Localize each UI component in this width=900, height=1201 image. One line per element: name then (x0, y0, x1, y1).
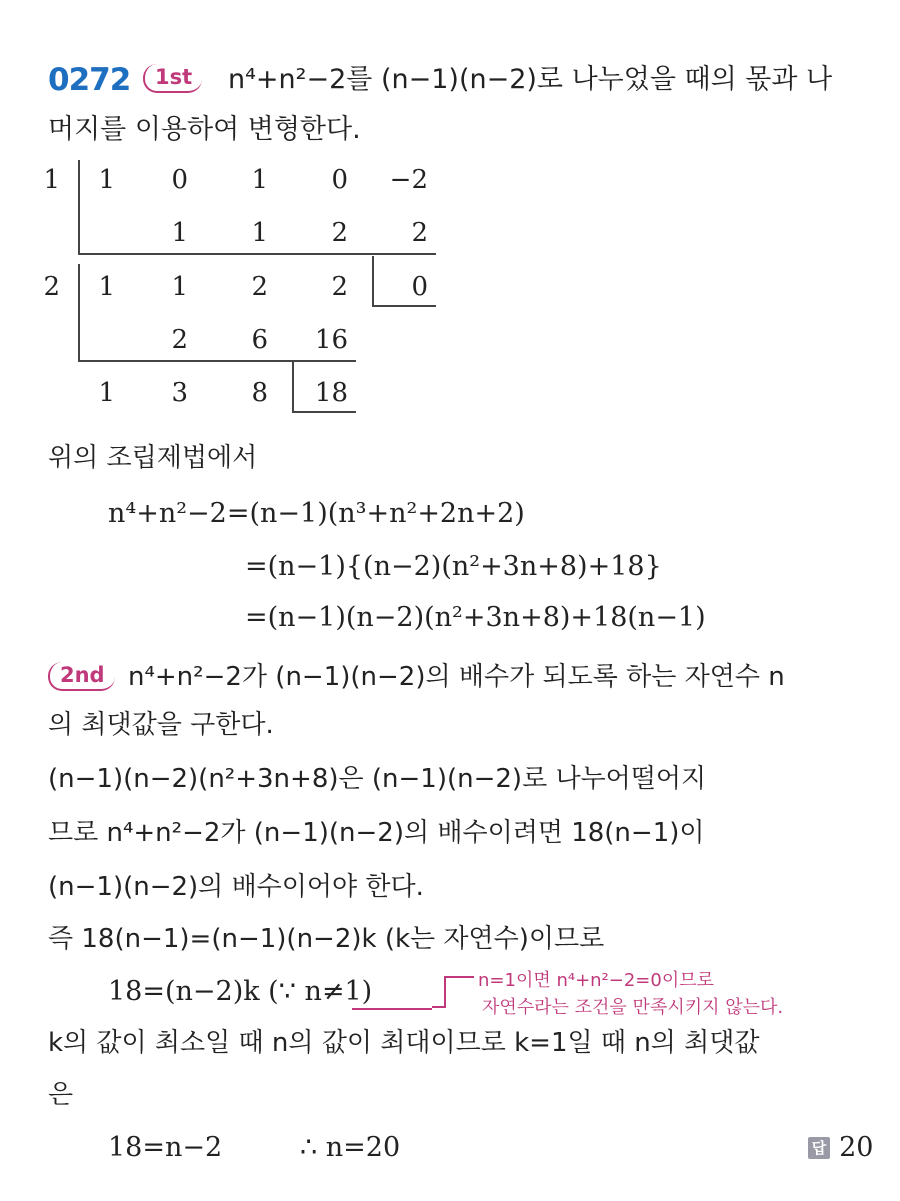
explanation-line4: 즉 18(n−1)=(n−1)(n−2)k (k는 자연수)이므로 (48, 924, 605, 954)
quotient-coef: 1 (171, 272, 188, 302)
product: 6 (251, 325, 268, 355)
divisor-1: 1 (43, 165, 60, 195)
coef: 0 (171, 165, 188, 195)
note-bracket-top (444, 976, 474, 978)
product: 16 (314, 325, 348, 355)
coef: −2 (389, 165, 428, 195)
coef: 0 (331, 165, 348, 195)
final-equation: 18=n−2 (108, 1132, 223, 1163)
quotient-coef: 2 (251, 272, 268, 302)
final-coef: 1 (98, 378, 115, 408)
remainder-2: 18 (314, 378, 348, 408)
side-note-line1: n=1이면 n⁴+n²−2=0이므로 (478, 970, 715, 991)
equation-1: n⁴+n²−2=(n−1)(n³+n²+2n+2) (108, 498, 525, 529)
explanation-line2: 므로 n⁴+n²−2가 (n−1)(n−2)의 배수이려면 18(n−1)이 (48, 818, 705, 848)
coef: 1 (98, 165, 115, 195)
product: 1 (171, 218, 188, 248)
step2-text-line2: 의 최댓값을 구한다. (48, 710, 274, 740)
explanation-line5: k의 값이 최소일 때 n의 값이 최대이므로 k=1일 때 n의 최댓값 (48, 1028, 760, 1058)
step1-badge: 1st (143, 64, 202, 93)
product: 2 (171, 325, 188, 355)
product: 2 (331, 218, 348, 248)
quotient-coef: 1 (98, 272, 115, 302)
sum-line-1 (78, 253, 436, 255)
condition-underline (352, 1008, 432, 1010)
explanation-line3: (n−1)(n−2)의 배수이어야 한다. (48, 872, 424, 902)
divisor-2: 2 (43, 272, 60, 302)
derivation-intro: 위의 조립제법에서 (48, 443, 258, 473)
key-equation: 18=(n−2)k (∵ n≠1) (108, 976, 373, 1007)
explanation-line6: 은 (48, 1080, 74, 1110)
step1-text-line1: n⁴+n²−2를 (n−1)(n−2)로 나누었을 때의 몫과 나 (228, 64, 833, 95)
answer (808, 1132, 873, 1163)
answer-icon: 답 (808, 1137, 830, 1159)
note-bracket-vertical (444, 976, 446, 1008)
remainder-box-1-side (372, 256, 374, 306)
equation-2: =(n−1){(n−2)(n²+3n+8)+18} (245, 551, 662, 582)
conclusion: ∴ n=20 (300, 1132, 401, 1163)
side-note-line2: 자연수라는 조건을 만족시키지 않는다. (482, 997, 784, 1018)
remainder-box-2-bottom (292, 411, 356, 413)
final-coef: 3 (171, 378, 188, 408)
step1-text-line2: 머지를 이용하여 변형한다. (48, 114, 361, 145)
problem-number: 0272 (48, 62, 131, 98)
step2-text-line1: n⁴+n²−2가 (n−1)(n−2)의 배수가 되도록 하는 자연수 n (128, 662, 785, 692)
remainder-box-1-bottom (372, 305, 436, 307)
sum-line-2 (78, 360, 356, 362)
quotient-coef: 2 (331, 272, 348, 302)
note-bracket-bottom (432, 1006, 446, 1008)
remainder-box-2-side (292, 362, 294, 412)
coef: 1 (251, 165, 268, 195)
product: 1 (251, 218, 268, 248)
step2-badge: 2nd (48, 662, 115, 691)
final-coef: 8 (251, 378, 268, 408)
equation-3: =(n−1)(n−2)(n²+3n+8)+18(n−1) (245, 602, 706, 633)
explanation-line1: (n−1)(n−2)(n²+3n+8)은 (n−1)(n−2)로 나누어떨어지 (48, 764, 707, 794)
remainder-1: 0 (411, 272, 428, 302)
answer-value: 20 (839, 1132, 874, 1163)
product: 2 (411, 218, 428, 248)
